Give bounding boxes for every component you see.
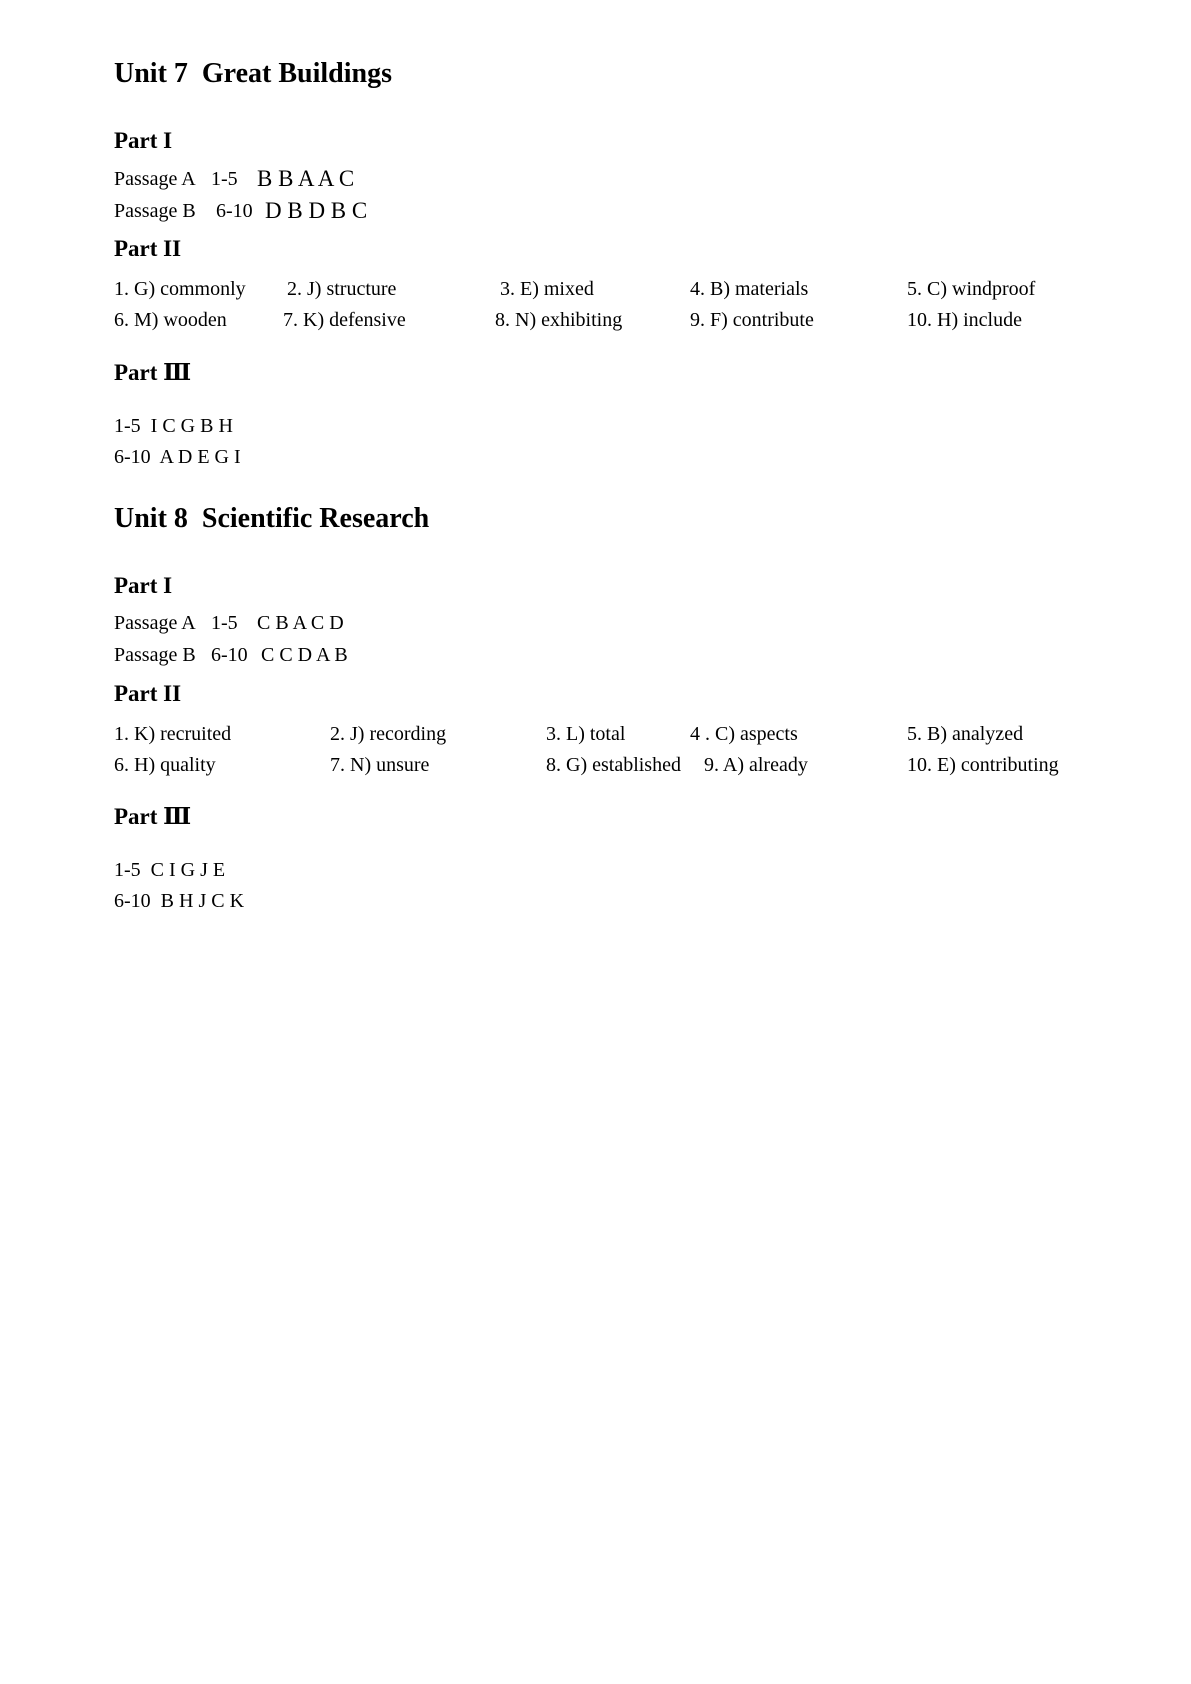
unit8-passage-a-label: Passage A — [114, 612, 196, 634]
unit8-part3-line-1: 1-5 C I G J E — [114, 859, 226, 881]
unit7-part2-item-3: 3. E) mixed — [500, 278, 594, 300]
unit8-part2-item-5: 5. B) analyzed — [907, 723, 1024, 745]
unit8-part2-item-2: 2. J) recording — [330, 723, 447, 745]
unit8-part2-item-8: 8. G) established — [546, 754, 681, 776]
unit7-part2-item-10: 10. H) include — [907, 309, 1022, 331]
unit8-part2-item-9: 9. A) already — [704, 754, 808, 776]
unit7-title: Unit 7 Great Buildings — [114, 58, 392, 89]
unit8-part2-item-3: 3. L) total — [546, 723, 626, 745]
unit8-part2-item-10: 10. E) contributing — [907, 754, 1059, 776]
unit8-part2-heading: Part II — [114, 681, 182, 706]
unit7-part3-line-2: 6-10 A D E G I — [114, 446, 241, 468]
unit7-part2-item-8: 8. N) exhibiting — [495, 309, 623, 331]
unit7-part2-item-2: 2. J) structure — [287, 278, 397, 300]
unit8-part1-heading: Part I — [114, 573, 173, 598]
unit7-part2-item-9: 9. F) contribute — [690, 309, 814, 331]
unit7-passage-a-label: Passage A — [114, 168, 196, 190]
unit7-part2-item-7: 7. K) defensive — [283, 309, 406, 331]
unit7-part2-item-1: 1. G) commonly — [114, 278, 246, 300]
unit8-passage-b-label: Passage B — [114, 644, 196, 666]
unit7-part2-item-6: 6. M) wooden — [114, 309, 227, 331]
unit8-part3-line-2: 6-10 B H J C K — [114, 890, 245, 912]
unit8-passage-a-answers: C B A C D — [257, 612, 344, 634]
unit7-passage-b-answers: D B D B C — [265, 198, 368, 223]
unit7-part2-heading: Part II — [114, 236, 182, 261]
unit7-part3-heading: Part Ⅲ — [114, 360, 192, 385]
unit8-part2-item-4: 4 . C) aspects — [690, 723, 798, 745]
unit7-passage-a-answers: B B A A C — [257, 166, 355, 191]
unit8-passage-a-range: 1-5 — [211, 612, 238, 634]
unit7-part2-item-4: 4. B) materials — [690, 278, 809, 300]
unit7-part3-line-1: 1-5 I C G B H — [114, 415, 233, 437]
unit7-part1-heading: Part I — [114, 128, 173, 153]
unit7-part2-item-5: 5. C) windproof — [907, 278, 1036, 300]
unit7-passage-b-label: Passage B — [114, 200, 196, 222]
unit8-passage-b-range: 6-10 — [211, 644, 248, 666]
unit8-passage-b-answers: C C D A B — [261, 644, 348, 666]
unit8-title: Unit 8 Scientific Research — [114, 503, 430, 534]
unit8-part2-item-1: 1. K) recruited — [114, 723, 232, 745]
unit8-part2-item-6: 6. H) quality — [114, 754, 216, 776]
unit8-part2-item-7: 7. N) unsure — [330, 754, 430, 776]
unit7-passage-b-range: 6-10 — [216, 200, 253, 222]
unit8-part3-heading: Part Ⅲ — [114, 804, 192, 829]
unit7-passage-a-range: 1-5 — [211, 168, 238, 190]
